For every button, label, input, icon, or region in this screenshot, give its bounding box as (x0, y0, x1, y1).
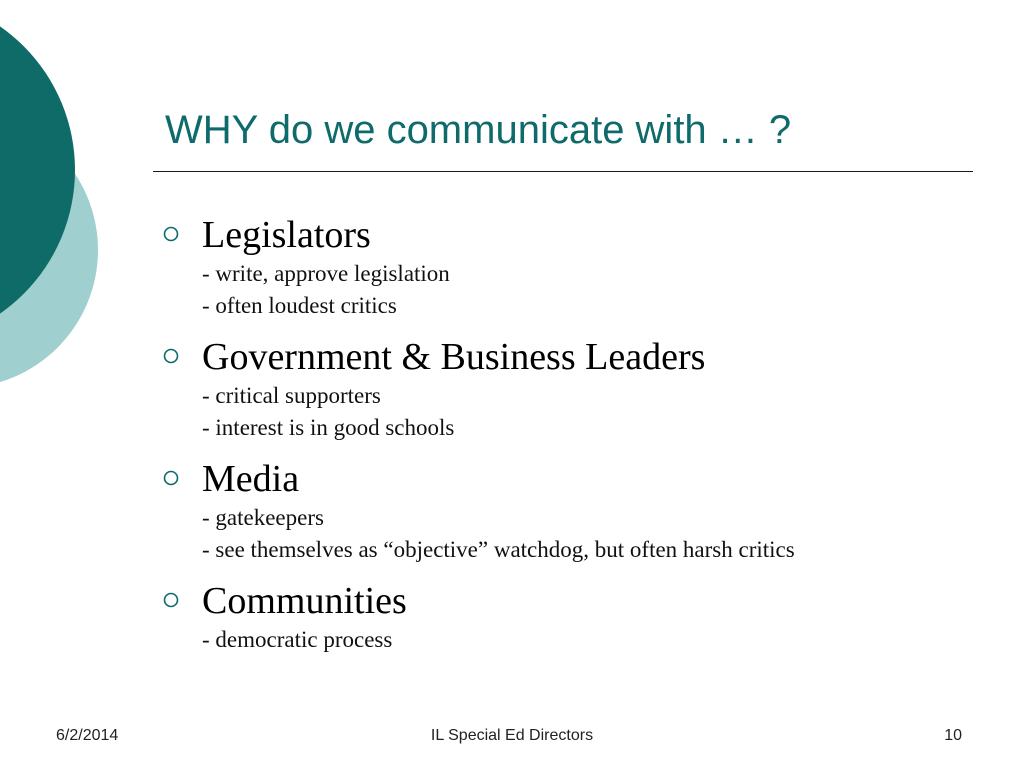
bullet-subpoint: - often loudest critics (202, 293, 397, 318)
slide-number: 10 (944, 727, 962, 744)
bullet-subpoint: - gatekeepers (202, 505, 324, 530)
hollow-circle-bullet-icon (163, 348, 179, 364)
hollow-circle-bullet-icon (163, 470, 179, 486)
bullet-heading: Media (202, 458, 300, 500)
footer-presentation-title: IL Special Ed Directors (430, 727, 594, 744)
bullet-communities (163, 578, 1003, 656)
bullet-heading: Legislators (202, 214, 371, 256)
bullet-subpoint: - write, approve legislation (202, 261, 450, 286)
bullet-heading: Communities (202, 580, 407, 622)
bullet-legislators (163, 212, 1003, 322)
bullet-list (163, 212, 1003, 668)
bullet-subpoint: - democratic process (202, 627, 393, 652)
bullet-government-business-leaders (163, 334, 1003, 444)
bullet-subpoint: - interest is in good schools (202, 415, 455, 440)
bullet-subpoint: - see themselves as “objective” watchdog, but often harsh critics (202, 537, 795, 562)
bullet-media (163, 456, 1003, 566)
bullet-subpoint: - critical supporters (202, 383, 381, 408)
decorative-circles (0, 0, 120, 420)
hollow-circle-bullet-icon (163, 226, 179, 242)
title-divider (153, 171, 973, 172)
slide-title: WHY do we communicate with … ? (165, 108, 792, 152)
bullet-heading: Government & Business Leaders (202, 336, 706, 378)
footer-date: 6/2/2014 (56, 727, 119, 744)
hollow-circle-bullet-icon (163, 592, 179, 608)
